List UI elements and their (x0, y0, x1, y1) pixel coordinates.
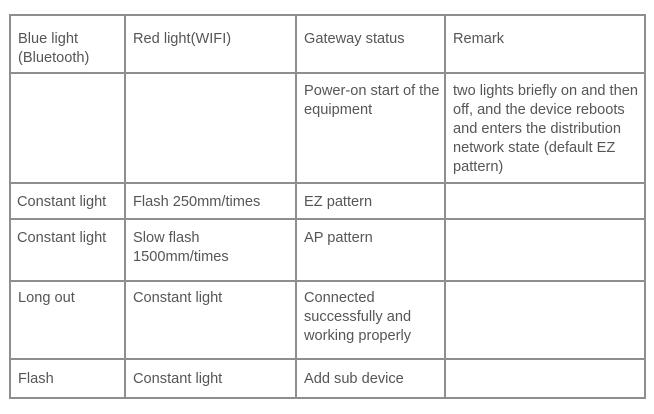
cell-blue-light: Flash (10, 359, 125, 398)
table-row (10, 73, 645, 183)
header-blue-light: Blue light (Bluetooth) (10, 15, 125, 73)
cell-gateway-status: Add sub device (296, 359, 445, 398)
cell-remark (445, 183, 645, 219)
gateway-status-table (9, 14, 646, 399)
cell-red-light (125, 73, 296, 183)
table-row (10, 281, 645, 359)
cell-remark (445, 219, 645, 281)
table-row (10, 183, 645, 219)
cell-red-light: Constant light (125, 281, 296, 359)
table-row (10, 219, 645, 281)
table-header-row (10, 15, 645, 73)
cell-red-light: Slow flash 1500mm/times (125, 219, 296, 281)
header-gateway-status: Gateway status (296, 15, 445, 73)
cell-blue-light: Constant light (10, 183, 125, 219)
cell-blue-light (10, 73, 125, 183)
cell-gateway-status: Connected successfully and working properly (296, 281, 445, 359)
cell-remark: two lights briefly on and then off, and the device reboots and enters the distribution network state (default EZ pattern) (445, 73, 645, 183)
table-row (10, 359, 645, 398)
cell-remark (445, 281, 645, 359)
cell-red-light: Constant light (125, 359, 296, 398)
cell-gateway-status: EZ pattern (296, 183, 445, 219)
cell-remark (445, 359, 645, 398)
cell-blue-light: Long out (10, 281, 125, 359)
header-remark: Remark (445, 15, 645, 73)
cell-gateway-status: AP pattern (296, 219, 445, 281)
cell-red-light: Flash 250mm/times (125, 183, 296, 219)
cell-blue-light: Constant light (10, 219, 125, 281)
cell-gateway-status: Power-on start of the equipment (296, 73, 445, 183)
header-red-light: Red light(WIFI) (125, 15, 296, 73)
